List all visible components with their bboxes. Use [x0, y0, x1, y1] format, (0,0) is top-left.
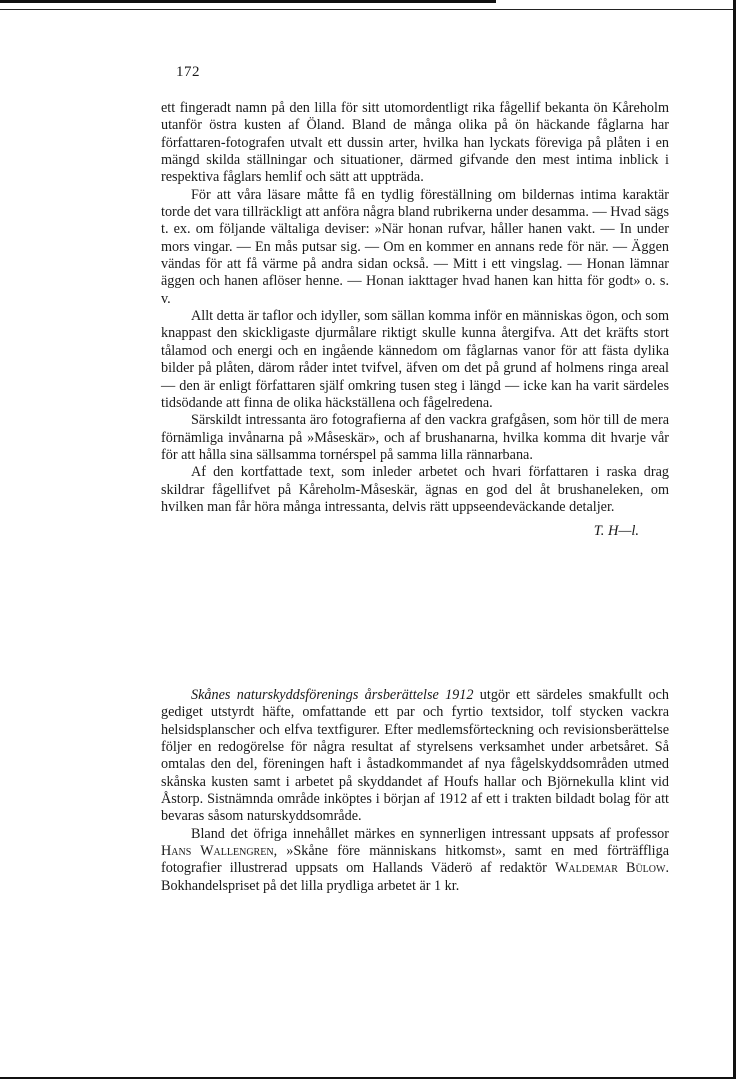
paragraph: Särskildt intressanta äro fotografierna af den vackra grafgåsen, som hör till de mera förnämliga invånarna på »Måseskär», och af brushanarna, hvilka komma dit hvarje vår för att hålla sina sällsamma tornérspel på samma lilla rännarbana.	[161, 412, 669, 463]
author-name: Hans Wallengren	[161, 843, 274, 860]
paragraph: ett fingeradt namn på den lilla för sitt utomordentligt rika fågellif bekanta ön Kåreholm utanför östra kusten af Öland. Bland de många olika på ön häckande fåglarna har författaren-fotografen utvalt ett dussin arter, hvilka han lyckats föreviga på plåten i en mängd skilda ställningar och situationer, därmed gifvande den mest intima inblick i respektiva fåglars hemlif och sätt att uppträda.	[161, 100, 669, 186]
paragraph	[161, 826, 669, 895]
paragraph-text: . Bokhandelspriset på det lilla prydliga arbetet är 1 kr.	[161, 860, 669, 894]
review-kareholm	[161, 100, 669, 541]
review-skane-arsberattelse	[161, 687, 669, 895]
author-name: Waldemar Bülow	[555, 860, 666, 877]
page-number: 172	[176, 64, 200, 80]
scan-edge-gap	[496, 0, 736, 6]
scan-edge-line	[0, 9, 736, 10]
paragraph: Af den kortfattade text, som inleder arbetet och hvari författaren i raska drag skildrar fågellifvet på Kåreholm-Måseskär, ägnas en god del åt brushaneleken, om hvilken man får höra många intressanta, delvis rätt uppseendeväckande detaljer.	[161, 464, 669, 515]
paragraph	[161, 687, 669, 826]
publication-title: Skånes naturskyddsförenings årsberättelse 1912	[191, 687, 474, 703]
paragraph: Allt detta är taflor och idyller, som sällan komma inför en människas ögon, och som knappast den skickligaste djurmålare riktigt skulle kunna återgifva. Att det kräfts stort tålamod och energi och en ingående kännedom om fåglarnas vanor för att fästa dylika bilder på plåten, därom råder intet tvifvel, äfven om det på grund af holmens ringa areal — den är enligt författaren själf omkring tusen steg i längd — icke kan ha varit särdeles tidsödande att finna de olika häckställena och fågelredena.	[161, 308, 669, 411]
review-signature: T. H—l.	[593, 523, 639, 540]
paragraph-text: utgör ett särdeles smakfullt och gediget utstyrdt häfte, omfattande ett par och fyrtio textsidor, tolf stycken vackra helsidsplanscher och elfva textfigurer. Efter medlemsförteckning och revisionsberättelse följer en redogörelse för några resultat af styrelsens verksamhet under arbetsåret. Så omtalas den del, föreningen haft i åstadkommandet af nya fågelskyddsområden utmed skånska kusten samt i arbetet på skyddandet af Houfs hallar och Björnekulla klint vid Åstorp. Sistnämnda område inköptes i början af 1912 af ett i trakten bildadt bolag för att bevaras såsom naturskyddsområde.	[161, 687, 669, 825]
paragraph-text: Bland det öfriga innehållet märkes en synnerligen intressant uppsats af professor	[191, 825, 669, 842]
paragraph-text: , »Skåne före människans hitkomst», samt en med förträffliga fotografier illustrerad uppsats om Hallands Väderö af redaktör	[161, 843, 669, 877]
paragraph: För att våra läsare måtte få en tydlig föreställning om bildernas intima karaktär torde det vara tillräckligt att anföra några bland rubrikerna under desamma. — Hvad sägs t. ex. om följande vältaliga deviser: »När honan rufvar, håller hanen vakt. — In under mors vingar. — En mås putsar sig. — Om en kommer en annans rede för när. — Äggen vändas för att få värme på andra sidan också. — Mitt i ett vingslag. — Honan lämnar äggen och hanen aflöser henne. — Honan iakttager hvad hanen kan hitta för godt» o. s. v.	[161, 186, 669, 307]
